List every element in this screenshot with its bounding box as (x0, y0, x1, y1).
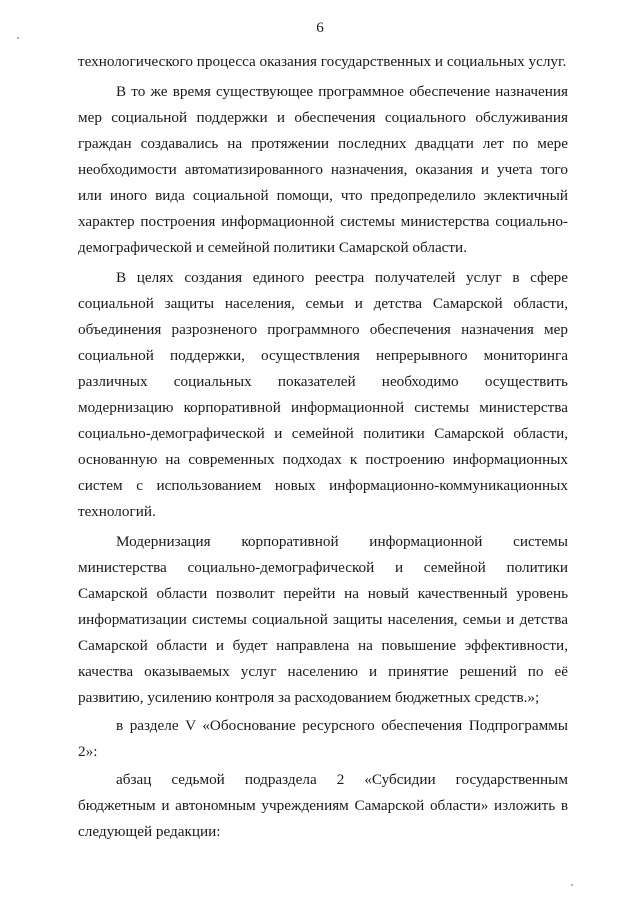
paragraph-software-history: В то же время существующее программное обеспечение назначения мер социальной поддержки и обеспечения социального обслуживания граждан создавались на протяжении последних двадцати лет по мере необходимости автоматизированного назначения, оказания и учета того или иного вида социальной помощи, что предопределило эклектичный характер построения информационной системы министерства социально-демографической и семейной политики Самарской области. (78, 83, 568, 256)
scan-speck (571, 884, 573, 886)
paragraph-continuation: технологического процесса оказания государственных и социальных услуг. (78, 53, 567, 70)
page-number: 6 (316, 20, 324, 36)
paragraph-subsection-2: абзац седьмой подраздела 2 «Субсидии государственным бюджетным и автономным учреждениям Самарской области» изложить в следующей редакции: (78, 771, 568, 840)
paragraph-unified-registry: В целях создания единого реестра получателей услуг в сфере социальной защиты населения, семьи и детства Самарской области, объединения разрозненого программного обеспечения назначения мер социальной поддержки, осуществления непрерывного мониторинга различных социальных показателей необходимо осуществить модернизацию корпоративной информационной системы министерства социально-демографической и семейной политики Самарской области, основанную на современных подходах к построению информационных систем с использованием новых информационно-коммуникационных технологий. (78, 269, 568, 520)
paragraph-section-v: в разделе V «Обоснование ресурсного обеспечения Подпрограммы 2»: (78, 717, 568, 760)
document-body (78, 49, 568, 847)
scan-speck (17, 37, 19, 39)
paragraph-modernization: Модернизация корпоративной информационной системы министерства социально-демографической и семейной политики Самарской области позволит перейти на новый качественный уровень информатизации системы социальной защиты населения, семьи и детства Самарской области и будет направлена на повышение эффективности, качества оказываемых услуг населению и принятие решений по её развитию, усилению контроля за расходованием бюджетных средств.»; (78, 533, 568, 706)
